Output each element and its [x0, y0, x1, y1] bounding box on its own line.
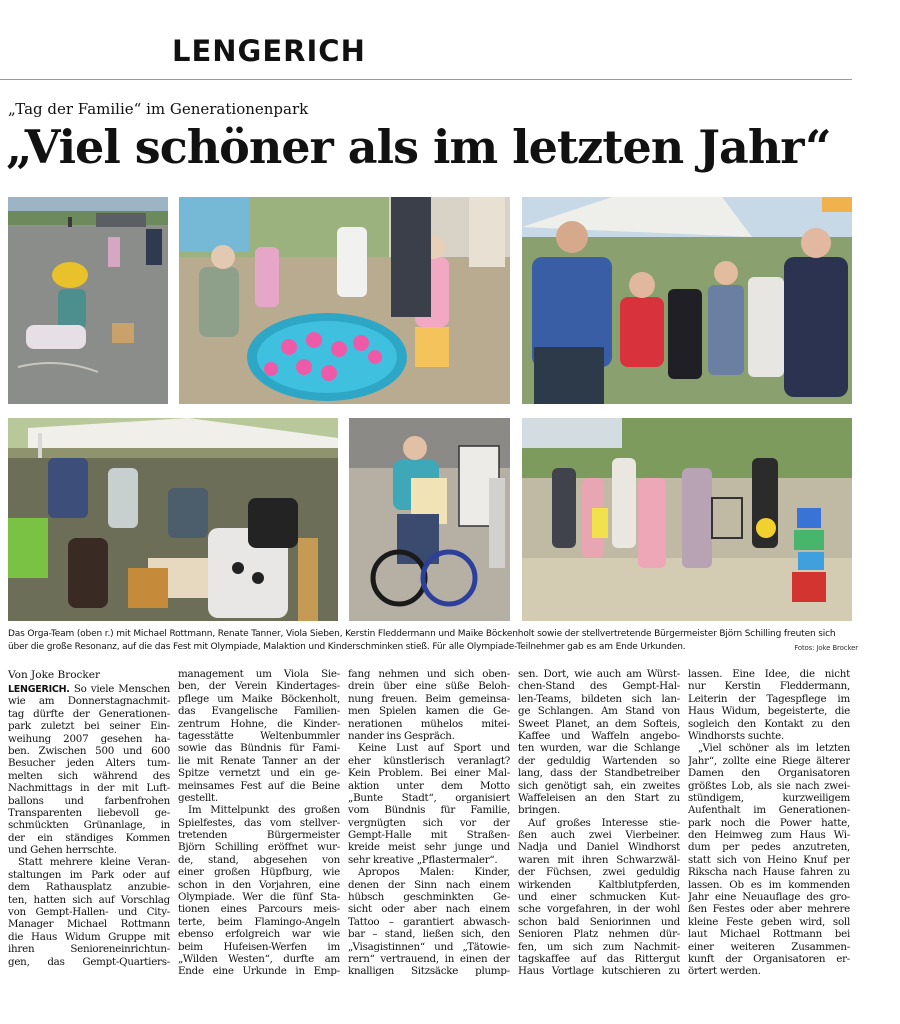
- article-line: vom Bündnis für Familie,: [348, 804, 510, 817]
- article-line: Rikscha nach Hause fahren zu: [688, 866, 850, 879]
- section-rule: [0, 79, 852, 80]
- article-line: waren mit ihren Schwarzwäl-: [518, 853, 680, 866]
- article-line: park noch die Power hatte,: [688, 816, 850, 829]
- article-line: dem Rathausplatz anzubie-: [8, 881, 170, 894]
- article-line: Damen den Organisatoren: [688, 767, 850, 780]
- article-headline: „Viel schöner als im letzten Jahr“: [6, 120, 831, 174]
- article-line: laut Michael Rottmann bei: [688, 928, 850, 941]
- article-line: sowie das Bündnis für Fami-: [178, 742, 340, 755]
- article-line: management um Viola Sie-: [178, 668, 340, 680]
- article-line: ben, der Verein Kindertages-: [178, 680, 340, 693]
- article-line: Ende eine Urkunde in Emp-: [178, 965, 340, 978]
- photo-caption: [8, 628, 858, 654]
- article-line: örtert werden.: [688, 965, 761, 978]
- article-line: lie mit Renate Tanner an der: [178, 754, 340, 767]
- article-line: der Füchsen, zwei geduldig: [518, 866, 680, 879]
- article-line: ge Schlangen. Am Stand von: [518, 705, 680, 718]
- article-line: Windhorsts suchte.: [688, 729, 784, 742]
- article-line: Jahr“, zollte eine Riege älterer: [688, 754, 850, 767]
- article-line: Björn Schilling eröffnet wur-: [178, 841, 340, 854]
- article-line: einer großen Hüpfburg, wie: [178, 866, 340, 879]
- article-line: Kaffee und Waffeln angebo-: [518, 729, 680, 742]
- article-line: kleine Feste geben wird, soll: [688, 915, 850, 928]
- article-line: meinsames Fest auf die Beine: [178, 779, 340, 792]
- article-line: aktion unter dem Motto: [348, 779, 510, 792]
- article-line: der ein ständiges Kommen: [8, 831, 170, 844]
- article-line: ebenso erfolgreich war wie: [178, 928, 340, 941]
- article-line: bringen.: [518, 804, 561, 817]
- article-column-1: [8, 683, 170, 968]
- article-line: men Spielen kamen die Ge-: [348, 705, 510, 718]
- article-line: schmückten Grünanlage, in: [8, 819, 170, 832]
- article-line: sen. Dort, wie auch am Würst-: [518, 668, 680, 680]
- photo-child-chalk-drawing: [8, 197, 168, 404]
- article-line: hübsch geschminkten Ge-: [348, 891, 510, 904]
- article-line: sehr kreative „Pflastermaler“.: [348, 853, 498, 866]
- article-line: Besucher jeden Alters tum-: [8, 757, 170, 770]
- article-line: schon in den Vorjahren, eine: [178, 878, 340, 891]
- article-line: denen der Sinn nach einem: [348, 878, 510, 891]
- article-column-3: [348, 668, 510, 978]
- article-line: ßen Festes oder aber mehrere: [688, 903, 850, 916]
- article-line: Senioren Platz nehmen dür-: [518, 928, 680, 941]
- article-line: Olympiade. Wer die fünf Sta-: [178, 891, 340, 904]
- article-line: von Gempt-Hallen- und City-: [8, 906, 170, 919]
- article-line: kreide meist sehr junge und: [348, 841, 510, 854]
- article-line: len-Teams, bildeten sich lan-: [518, 692, 680, 705]
- photo-credit: Fotos: Joke Brocker: [794, 643, 858, 652]
- article-line: lang, dass der Standbetreiber: [518, 767, 680, 780]
- article-line: der geduldig Wartenden so: [518, 754, 680, 767]
- article-line: ten wurden, war die Schlange: [518, 742, 680, 755]
- photo-orga-team: [522, 197, 852, 404]
- article-line: ballons und farbenfrohen: [8, 794, 170, 807]
- article-line: fen, um sich zum Nachmit-: [518, 940, 680, 953]
- article-line: „Visagistinnen“ und „Tätowie-: [348, 940, 510, 953]
- article-line: terte, beim Flamingo-Angeln: [178, 915, 340, 928]
- article-line: Auf großes Interesse stie-: [528, 816, 680, 829]
- article-line: Apropos Malen: Kinder,: [358, 866, 510, 879]
- article-kicker: „Tag der Familie“ im Generationenpark: [8, 100, 309, 118]
- article-line: statt sich von Heino Knuf per: [688, 853, 850, 866]
- article-line: fang nehmen und sich oben-: [348, 668, 510, 680]
- article-line: pflege um Maike Böckenholt,: [178, 692, 340, 705]
- article-line: Leiterin der Tagespflege im: [688, 692, 850, 705]
- article-column-5: [688, 668, 850, 978]
- article-line: tag dürfte der Generationen-: [8, 707, 170, 720]
- article-line: stündigem, kurzweiligem: [688, 791, 850, 804]
- article-column-2: [178, 668, 340, 978]
- article-line: vergnügten sich vor der: [348, 816, 510, 829]
- article-line: dum per pedes anzutreten,: [688, 841, 850, 854]
- article-line: gen, das Gempt-Quartiers-: [8, 955, 170, 968]
- article-line: die Haus Widum Gruppe mit: [8, 930, 170, 943]
- article-line: Aufenthalt im Generationen-: [688, 804, 850, 817]
- article-line: nung freuen. Beim gemeinsa-: [348, 692, 510, 705]
- article-line: Kein Problem. Bei einer Mal-: [348, 767, 510, 780]
- article-line: einer weiteren Zusammen-: [688, 940, 850, 953]
- article-line: Transparenten liebevoll ge-: [8, 806, 170, 819]
- article-line: ben. Zwischen 500 und 600: [8, 744, 170, 757]
- article-line: das Evangelische Familien-: [178, 705, 340, 718]
- article-line: schon bald Seniorinnen und: [518, 915, 680, 928]
- article-line: de, stand, abgesehen von: [178, 853, 340, 866]
- article-line: Im Mittelpunkt des großen: [188, 804, 340, 817]
- article-line: Manager Michael Rottmann: [8, 918, 170, 931]
- article-line: lassen. Ob es im kommenden: [688, 878, 850, 891]
- photo-seniors-walking: [522, 418, 852, 621]
- article-line: chen-Stand des Gempt-Hal-: [518, 680, 680, 693]
- article-line: sicht oder aber nach einem: [348, 903, 510, 916]
- photo-flamingo-fishing: [179, 197, 510, 404]
- article-line: Sweet Planet, an dem Softeis,: [518, 717, 680, 730]
- article-line: Keine Lust auf Sport und: [358, 742, 510, 755]
- dateline: LENGERICH.: [8, 684, 74, 695]
- article-line: tagskaffee auf das Rittergut: [518, 952, 680, 965]
- article-line: rern“ vertrauend, in einen der: [348, 952, 510, 965]
- article-line: und einer schmucken Kut-: [518, 891, 680, 904]
- byline: Von Joke Brocker: [8, 669, 101, 681]
- article-column-4: [518, 668, 680, 978]
- article-line: nur Kerstin Fleddermann,: [688, 680, 850, 693]
- article-line: ßen auch zwei Vierbeiner.: [518, 829, 680, 842]
- article-line: Haus Widum, begeisterte, die: [688, 705, 850, 718]
- article-line: Statt mehrere kleine Veran-: [18, 856, 170, 869]
- article-line: Waffeleisen an den Start zu: [518, 791, 680, 804]
- article-line: tagesstätte Weltenbummler: [178, 729, 340, 742]
- article-line: beim Hufeisen-Werfen im: [178, 940, 340, 953]
- article-line: „Bunte Stadt“, organisiert: [348, 791, 510, 804]
- article-line: bar – stand, ließen sich, den: [348, 928, 510, 941]
- article-line: Spielfestes, das vom stellver-: [178, 816, 340, 829]
- article-line: Tattoo – garantiert abwasch-: [348, 915, 510, 928]
- article-line: sogleich den Kontakt zu den: [688, 717, 850, 730]
- article-line: Haus Vortlage kutschieren zu: [518, 965, 680, 978]
- article-line: „Wilden Westen“, durfte am: [178, 952, 340, 965]
- article-line: gestellt.: [178, 791, 218, 804]
- article-line: kunft der Organisatoren er-: [688, 952, 850, 965]
- article-line: Nachmittags in der mit Luft-: [8, 782, 170, 795]
- article-line: melten sich während des: [8, 769, 170, 782]
- article-line: nerationen mühelos mitei-: [348, 717, 510, 730]
- article-line: wie am Donnerstagnachmit-: [8, 695, 170, 708]
- article-line: eher künstlerisch veranlagt?: [348, 754, 510, 767]
- article-line: und Gehen herrschte.: [8, 844, 117, 857]
- article-line: Gempt-Halle mit Straßen-: [348, 829, 510, 842]
- article-line: drein über eine süße Beloh-: [348, 680, 510, 693]
- article-line: Nadja und Daniel Windhorst: [518, 841, 680, 854]
- article-line: wirkenden Kaltblutpferden,: [518, 878, 680, 891]
- article-line-text: So viele Menschen: [73, 683, 170, 695]
- article-line: knalligen Sitzsäcke plump-: [348, 965, 510, 978]
- photo-painting-tables: [8, 418, 338, 621]
- article-line: den Heimweg zum Haus Wi-: [688, 829, 850, 842]
- article-line: tretenden Bürgermeister: [178, 829, 340, 842]
- article-line: tionen eines Parcours meis-: [178, 903, 340, 916]
- article-line: staltungen im Park oder auf: [8, 868, 170, 881]
- article-line: Jahr eine Neuauflage des gro-: [688, 891, 850, 904]
- article-line: „Viel schöner als im letzten: [698, 742, 850, 755]
- article-line: lassen. Eine Idee, die nicht: [688, 668, 850, 680]
- article-line: sich genötigt sah, ein zweites: [518, 779, 680, 792]
- article-line: Spitze vernetzt und ein ge-: [178, 767, 340, 780]
- article-line: weihung 2007 gesehen ha-: [8, 732, 170, 745]
- article-line: zentrum Hohne, die Kinder-: [178, 717, 340, 730]
- section-title: LENGERICH: [172, 34, 366, 68]
- photo-wheelchair-certificate: [349, 418, 510, 621]
- article-line: ten, hatten sich auf Vorschlag: [8, 893, 170, 906]
- article-line: ihren Senioreneinrichtun-: [8, 943, 170, 956]
- article-line: größtes Lob, als sie nach zwei-: [688, 779, 850, 792]
- caption-text: Das Orga-Team (oben r.) mit Michael Rottmann, Renate Tanner, Viola Sieben, Kerstin Fleddermann und Maike Böckenholt sowie der stellvertretende Bürgermeister Björn Schilling freuten sich über die große Resonanz, auf die das Fest mit Olympiade, Malaktion und Kinderschminken stieß. Für alle Olympiade-Teilnehmer gab es am Ende Urkunden.: [8, 629, 836, 652]
- article-line: park zuletzt bei seiner Ein-: [8, 720, 170, 733]
- article-line: sche vorgefahren, in der wohl: [518, 903, 680, 916]
- article-line: nander ins Gespräch.: [348, 729, 455, 742]
- article-line: [8, 683, 170, 695]
